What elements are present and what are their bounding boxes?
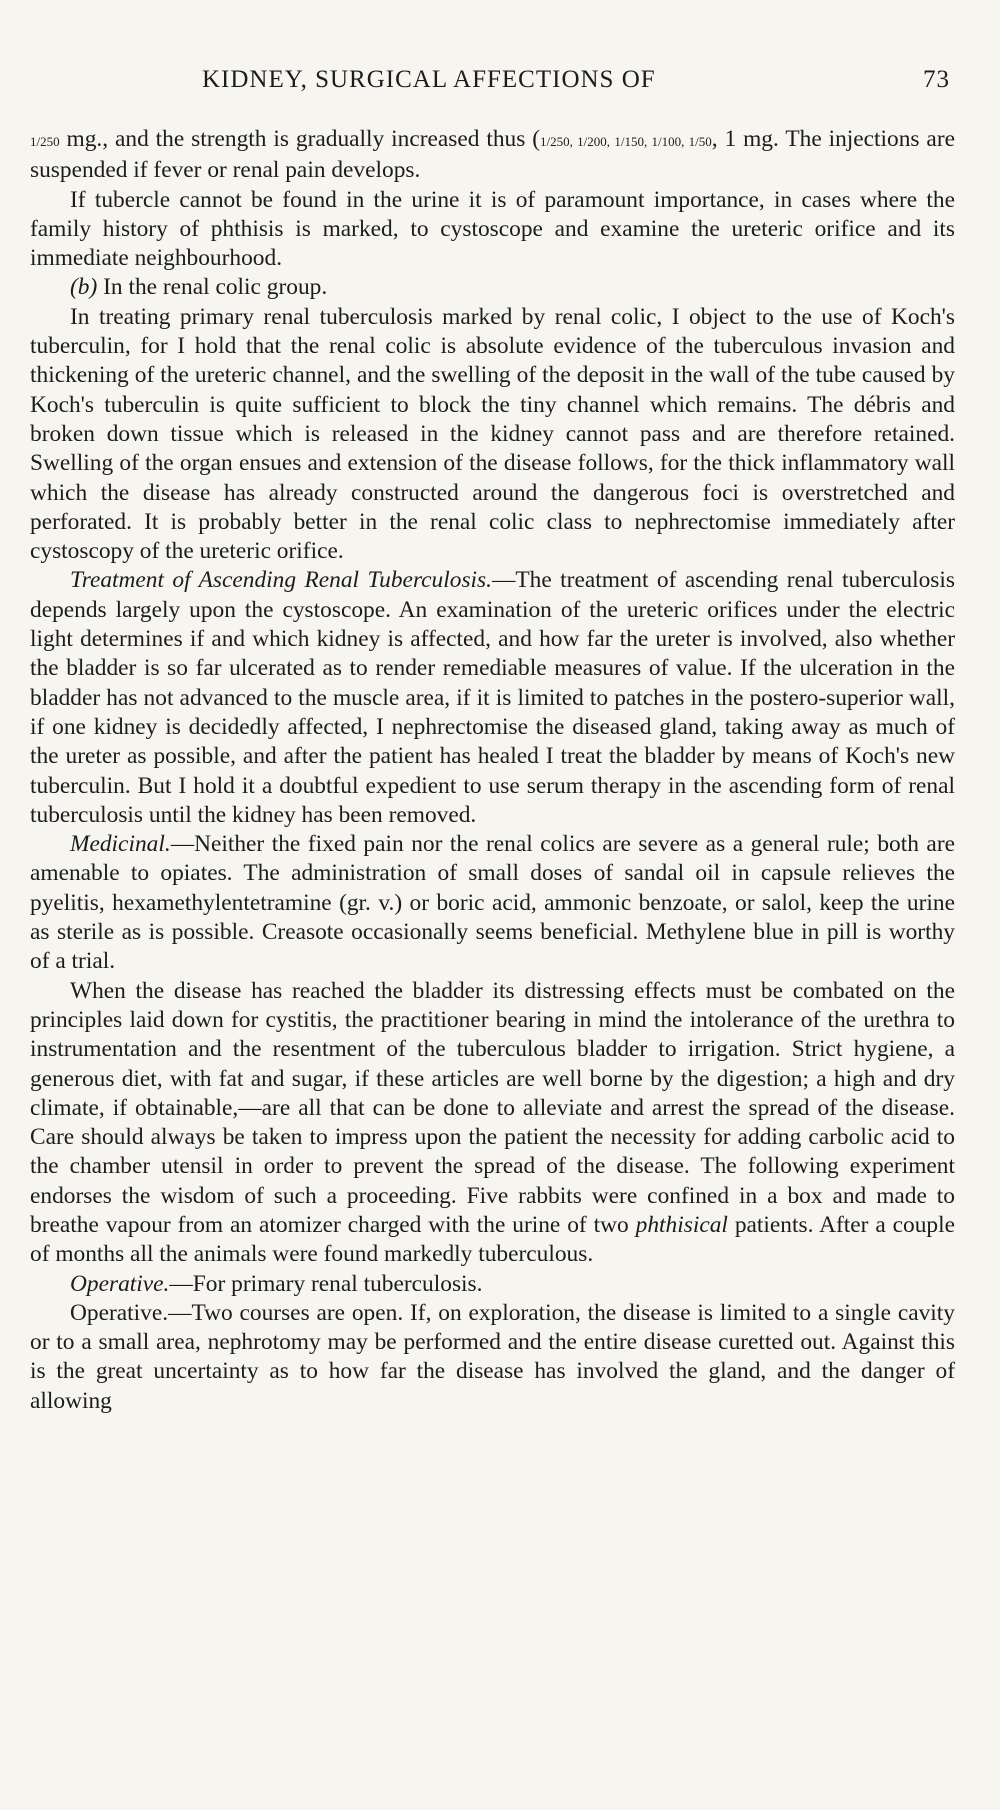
section-heading: Medicinal. — [70, 831, 171, 858]
running-head — [30, 62, 960, 102]
bladder-text: When the disease has reached the bladder its distressing effects must be combated on the principles laid down for cystitis, the practitioner bearing in mind the intolerance of the urethra to instrumentation and the resentment of the tuberculous bladder to irrigation. Strict hygiene, a generous diet, with fat and sugar, if these articles are well borne by the digestion; a high and dry climate, if obtainable,—are all that can be done to alleviate and arrest the spread of the disease. Care should always be taken to impress upon the patient the necessity for adding carbolic acid to the chamber utensil in order to prevent the spread of the disease. The following experiment endorses the wisdom of such a proceeding. Five rabbits were confined in a box and made to breathe vapour from an atomizer charged with the urine of two — [30, 977, 955, 1238]
paragraph-renal-colic: In treating primary renal tuberculosis marked by renal colic, I object to the use of Koch's tuberculin, for I hold that the renal colic is absolute evidence of the tuberculous invasion and thickening of the ureteric channel, and the swelling of the deposit in the wall of the tube caused by Koch's tuberculin is quite sufficient to block the tiny channel which remains. The débris and broken down tissue which is released in the kidney cannot pass and are therefore retained. Swelling of the organ ensues and extension of the disease follows, for the thick inflammatory wall which the disease has already constructed around the dangerous foci is overstretched and perforated. It is probably better in the renal colic class to nephrectomise immediately after cystoscopy of the ureteric orifice. — [30, 303, 955, 565]
paragraph-operative: Operative.—Two courses are open. If, on exploration, the disease is limited to a single cavity or to a small area, nephrotomy may be performed and the entire disease curetted out. Against this is the great uncertainty as to how far the disease has involved the gland, and the danger of allowing — [30, 1299, 955, 1414]
paragraph-medicinal — [30, 830, 955, 976]
fraction-dose: 1/250 — [30, 134, 60, 149]
section-text: —Neither the fixed pain nor the renal colics are severe as a general rule; both are amenable to opiates. The administration of small doses of sandal oil in capsule relieves the pyelitis, hexamethylentetramine (gr. v.) or boric acid, ammonic benzoate, or salol, keep the urine as sterile as is possible. Creasote occasionally seems beneficial. Methylene blue in pill is worthy of a trial. — [30, 831, 955, 975]
section-heading: Treatment of Ascending Renal Tuberculosis. — [70, 567, 492, 594]
section-text: —For primary renal tuberculosis. — [169, 1270, 483, 1297]
fraction-series: 1/250, 1/200, 1/150, 1/100, 1/50 — [540, 134, 712, 149]
paragraph-ascending-treatment — [30, 566, 955, 830]
section-text: —The treatment of ascending renal tuberculosis depends largely upon the cystoscope. An examination of the ureteric orifices under the electric light determines if and which kidney is affected, and how far the ureter is involved, also whether the bladder is so far ulcerated as to render remediable measures of value. If the ulceration in the bladder has not advanced to the muscle area, if it is limited to patches in the postero-superior wall, if one kidney is decidedly affected, I nephrectomise the diseased gland, taking away as much of the ureter as possible, and after the patient has healed I treat the bladder by means of Koch's new tuberculin. But I hold it a doubtful expedient to use serum therapy in the ascending form of renal tuberculosis until the kidney has been removed. — [30, 567, 955, 828]
section-heading: Operative. — [70, 1270, 170, 1297]
paragraph-operative-heading — [30, 1270, 955, 1299]
page-number: 73 — [923, 66, 950, 93]
paragraph-tubercle: If tubercle cannot be found in the urine it is of paramount importance, in cases where the family history of phthisis is marked, to cystoscope and examine the ureteric orifice and its immediate neighbourhood. — [30, 186, 955, 272]
bladder-text-continued: patients. After a couple of months all the animals were found markedly tuberculous. — [30, 1211, 955, 1268]
paragraph-dosage — [30, 125, 955, 186]
paragraph-bladder — [30, 977, 955, 1270]
body-text — [30, 125, 955, 1416]
section-label: (b) — [70, 274, 98, 301]
running-title: KIDNEY, SURGICAL AFFECTIONS OF — [202, 66, 656, 93]
dosage-text-continued: , 1 mg. The injections are suspended if fever or renal pain develops. — [30, 126, 955, 184]
section-label-text: In the renal colic group. — [97, 274, 328, 301]
dosage-text: mg., and the strength is gradually increased thus ( — [59, 126, 541, 152]
italic-term: phthisical — [635, 1211, 728, 1238]
paragraph-renal-colic-group — [30, 273, 955, 302]
